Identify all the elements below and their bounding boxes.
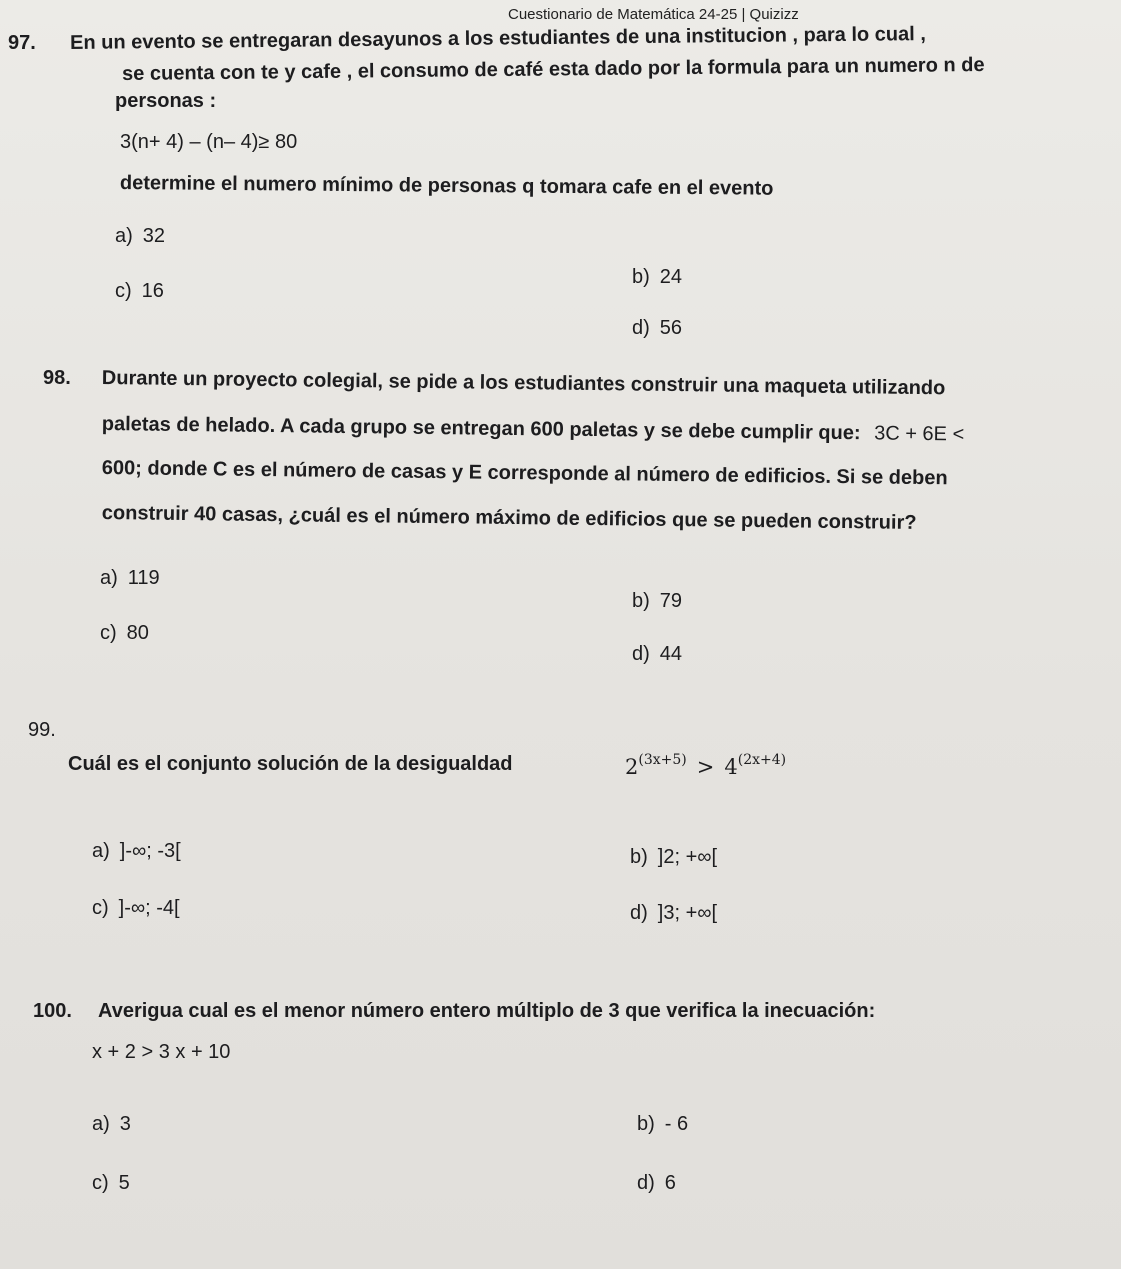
option-letter: c): [92, 897, 109, 919]
question-97-line-4: determine el numero mínimo de personas q tomara cafe en el evento: [119, 172, 774, 200]
option-value: ]-∞; -3[: [119, 840, 181, 862]
question-97-option-a[interactable]: [115, 225, 165, 248]
option-letter: b): [630, 846, 648, 868]
option-letter: a): [92, 1113, 110, 1135]
question-97-formula: 3(n+ 4) – (n– 4)≥ 80: [120, 131, 298, 153]
question-99-option-d[interactable]: [630, 902, 717, 925]
option-letter: a): [115, 225, 133, 247]
option-letter: a): [92, 840, 110, 862]
question-100-formula: x + 2 > 3 x + 10: [92, 1041, 231, 1063]
question-97-line-1: En un evento se entregaran desayunos a los estudiantes de una institucion , para lo cual ,: [70, 23, 926, 54]
question-100-option-b[interactable]: [637, 1113, 688, 1136]
option-letter: d): [637, 1172, 655, 1194]
option-value: 32: [142, 225, 166, 247]
question-100-line-1: Averigua cual es el menor número entero múltiplo de 3 que verifica la inecuación:: [98, 1000, 876, 1022]
option-value: 6: [664, 1172, 676, 1194]
option-letter: d): [630, 902, 648, 924]
question-98-option-a[interactable]: [100, 567, 160, 590]
inequality-base-2: 4: [724, 755, 738, 779]
question-97-option-d[interactable]: [632, 317, 682, 340]
option-letter: b): [637, 1113, 655, 1135]
question-98-line-1: Durante un proyecto colegial, se pide a los estudiantes construir una maqueta utilizando: [101, 367, 946, 400]
question-98-line-4: construir 40 casas, ¿cuál es el número máximo de edificios que se pueden construir?: [101, 502, 917, 534]
question-99-option-a[interactable]: [92, 840, 181, 863]
option-letter: d): [632, 317, 650, 339]
question-98-option-d[interactable]: [632, 643, 682, 666]
option-value: ]-∞; -4[: [118, 897, 180, 919]
question-97-option-c[interactable]: [115, 280, 164, 303]
question-99-number: 99.: [28, 719, 56, 741]
question-100-option-a[interactable]: [92, 1113, 131, 1136]
option-letter: c): [100, 622, 117, 644]
question-98-line-2: [102, 413, 965, 447]
option-letter: c): [92, 1172, 109, 1194]
option-value: 24: [659, 266, 683, 288]
question-98-number: 98.: [43, 367, 71, 389]
option-value: 16: [141, 280, 164, 302]
inequality-exponent-1: (3x+5): [638, 752, 687, 768]
question-97-option-b[interactable]: [632, 266, 682, 289]
question-97-line-2: se cuenta con te y cafe , el consumo de café esta dado por la formula para un numero n de: [122, 53, 985, 85]
option-value: - 6: [664, 1113, 689, 1135]
question-97-line-3: personas :: [115, 90, 217, 112]
question-98-inline-formula: 3C + 6E <: [874, 422, 965, 446]
inequality-base-1: 2: [625, 755, 639, 779]
page-header: Cuestionario de Matemática 24-25 | Quizizz: [508, 6, 799, 23]
question-99-line-1: Cuál es el conjunto solución de la desigualdad: [68, 753, 513, 775]
question-99-option-b[interactable]: [630, 846, 717, 869]
option-value: 5: [118, 1172, 130, 1194]
question-97-number: 97.: [8, 32, 36, 54]
option-letter: a): [100, 567, 118, 589]
question-98-option-b[interactable]: [632, 590, 682, 613]
option-value: 80: [126, 622, 149, 644]
question-98-line-3: 600; donde C es el número de casas y E corresponde al número de edificios. Si se deben: [101, 457, 948, 490]
inequality-exponent-2: (2x+4): [737, 752, 787, 768]
option-value: 3: [119, 1113, 131, 1135]
question-99-inequality: [625, 752, 786, 779]
option-letter: d): [632, 643, 650, 665]
option-value: 56: [659, 317, 683, 339]
option-letter: b): [632, 266, 650, 288]
question-100-option-d[interactable]: [637, 1172, 676, 1195]
option-value: ]3; +∞[: [657, 902, 718, 924]
option-value: 119: [127, 567, 160, 589]
option-value: ]2; +∞[: [657, 846, 718, 868]
question-100-option-c[interactable]: [92, 1172, 130, 1195]
option-letter: b): [632, 590, 650, 612]
option-value: 79: [659, 590, 683, 612]
question-98-line-2-text: paletas de helado. A cada grupo se entregan 600 paletas y se debe cumplir que:: [101, 413, 861, 445]
inequality-operator: >: [696, 755, 715, 779]
question-99-option-c[interactable]: [92, 897, 180, 920]
option-value: 44: [659, 643, 683, 665]
question-100-number: 100.: [33, 1000, 72, 1022]
option-letter: c): [115, 280, 132, 302]
question-98-option-c[interactable]: [100, 622, 149, 645]
